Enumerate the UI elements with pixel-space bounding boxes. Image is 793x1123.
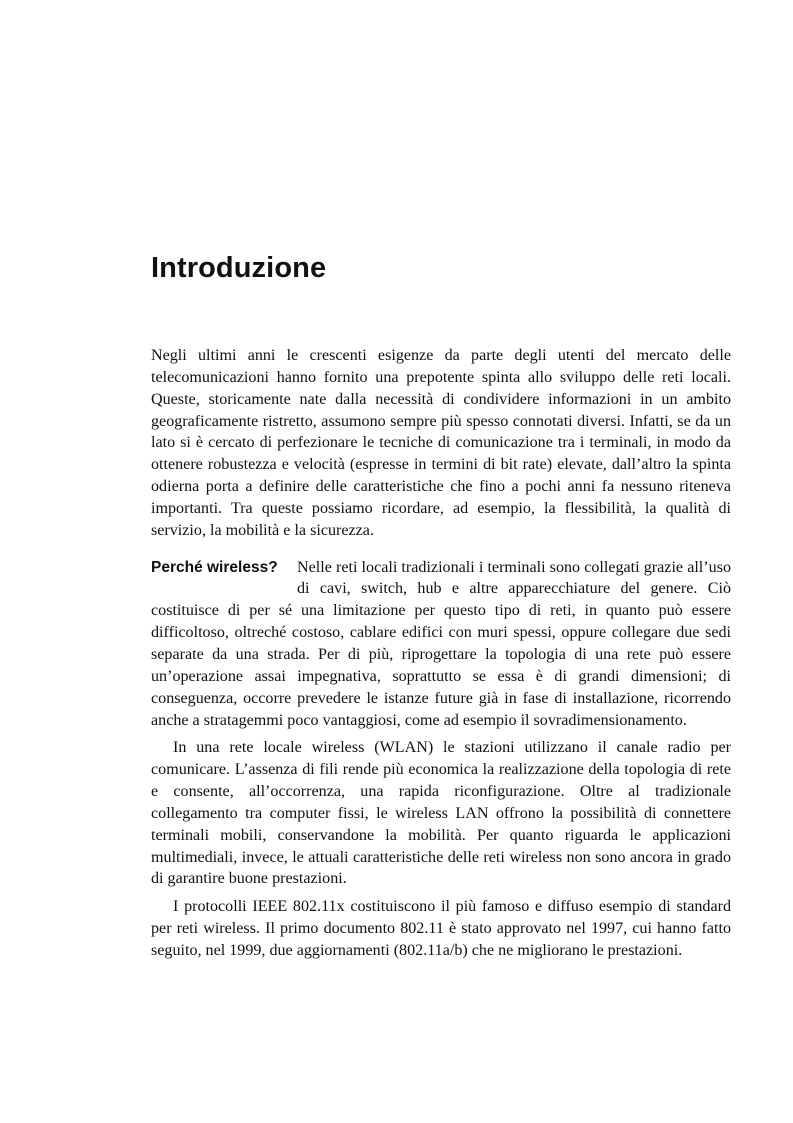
paragraph-heading: Perché wireless?: [151, 558, 278, 576]
chapter-title: Introduzione: [151, 252, 327, 284]
chapter-body: [151, 345, 731, 968]
ieee-paragraph: I protocolli IEEE 802.11x costituiscono il più famoso e diffuso esempio di standard per reti wireless. Il primo documento 802.11 è stato approvato nel 1997, cui hanno fatto seguito, nel 1999, due aggiornamenti (802.11a/b) che ne migliorano le prestazioni.: [151, 898, 731, 959]
wlan-paragraph: In una rete locale wireless (WLAN) le stazioni utilizzano il canale radio per comunicare. L’assenza di fili rende più economica la realizzazione della topologia di rete e consente, all’occorrenza, una rapida riconfigurazione. Oltre al tradizionale collegamento tra computer fissi, le wireless LAN offrono la possibilità di connettere terminali mobili, conservandone la mobilità. Per quanto riguarda le applicazioni multimediali, invece, le attuali caratteristiche delle reti wireless non sono ancora in grado di garantire buone prestazioni.: [151, 739, 731, 888]
wireless-paragraph: Nelle reti locali tradizionali i terminali sono collegati grazie all’uso di cavi, switch, hub e altre apparecchiature del genere. Ciò costituisce di per sé una limitazione per questo tipo di reti, in quanto può essere difficoltoso, oltreché costoso, cablare edifici con muri spessi, oppure collegare due sedi separate da una strada. Per di più, riprogettare la topologia di una rete può essere un’operazione assai impegnativa, soprattutto se essa è di grandi dimensioni; di conseguenza, occorre prevedere le istanze future già in fase di installazione, ricorrendo anche a stratagemmi poco vantaggiosi, come ad esempio il sovradimensionamento.: [151, 558, 731, 729]
intro-paragraph: Negli ultimi anni le crescenti esigenze da parte degli utenti del mercato delle telecomunicazioni hanno fornito una prepotente spinta allo sviluppo delle reti locali. Queste, storicamente nate dalla necessità di condividere informazioni in un ambito geograficamente ristretto, assumono sempre più spesso connotati diversi. Infatti, se da un lato si è cercato di perfezionare le tecniche di comunicazione tra i terminali, in modo da ottenere robustezza e velocità (espresse in termini di bit rate) elevate, dall’altro la spinta odierna porta a definire delle caratteristiche che fino a pochi anni fa nessuno riteneva importanti. Tra queste possiamo ricordare, ad esempio, la flessibilità, la qualità di servizio, la mobilità e la sicurezza.: [151, 347, 731, 539]
